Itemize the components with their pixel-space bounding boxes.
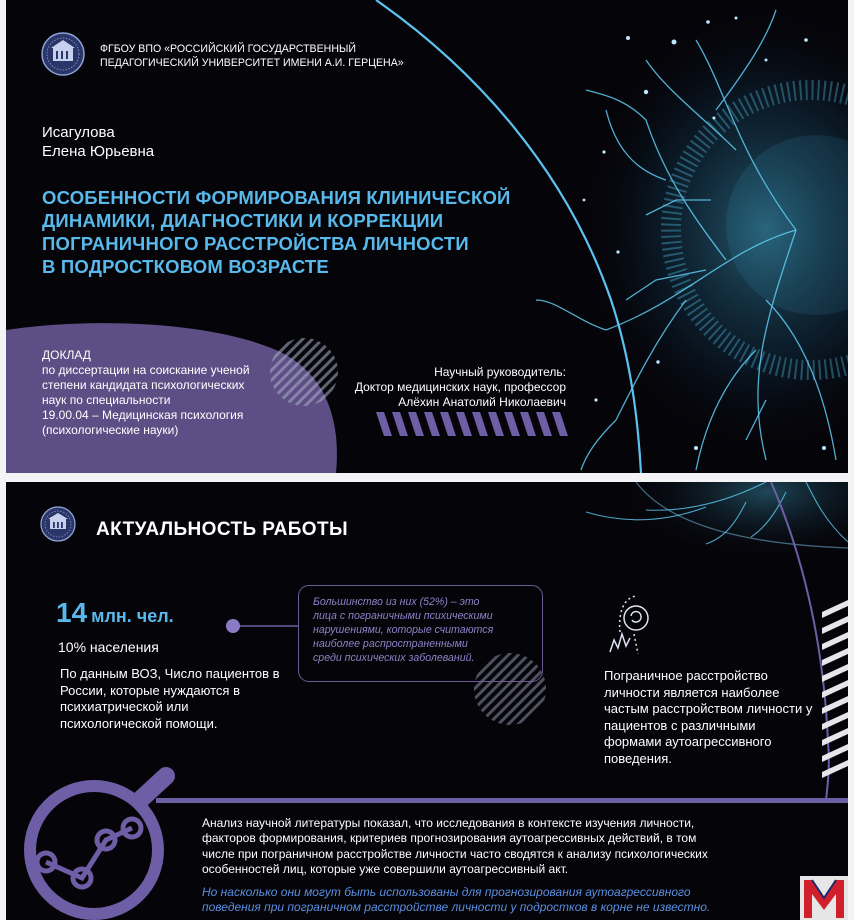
university-emblem-icon — [42, 33, 84, 75]
stat-unit: млн. чел. — [91, 606, 174, 626]
university-name-line-1: ФГБОУ ВПО «РОССИЙСКИЙ ГОСУДАРСТВЕННЫЙ — [100, 43, 356, 55]
stripe-pattern-icon — [822, 600, 848, 778]
stat-percent: 10% населения — [58, 639, 159, 655]
advisor-line: Доктор медицинских наук, профессор — [354, 380, 566, 394]
analysis-line: числе при пограничном расстройстве личности часто сводятся к анализу психологических — [202, 846, 708, 861]
advisor-line: Алёхин Анатолий Николаевич — [398, 395, 566, 409]
report-line: 19.00.04 – Медицинская психология — [42, 408, 244, 422]
m-logo-icon — [800, 876, 848, 920]
author-given-names: Елена Юрьевна — [42, 143, 155, 160]
title-slide — [6, 0, 848, 473]
report-line: ДОКЛАД — [42, 348, 91, 362]
hatched-circle-icon — [270, 338, 338, 406]
quote-line: Большинство из них (52%) – это — [313, 596, 480, 608]
thesis-title — [42, 186, 522, 278]
stat-number: 14 — [56, 597, 88, 628]
university-emblem-icon — [41, 507, 75, 541]
head-brain-icon — [610, 596, 648, 654]
relevance-slide — [6, 482, 848, 920]
quote-line: среди психических заболеваний. — [313, 652, 475, 664]
purple-band — [156, 798, 848, 803]
author-surname: Исагулова — [42, 124, 115, 141]
report-line: степени кандидата психологических — [42, 378, 245, 392]
slide-title: АКТУАЛЬНОСТЬ РАБОТЫ — [96, 519, 348, 540]
quote-line: лица с пограничными психическими — [313, 610, 493, 622]
quote-line: наиболее распространенными — [313, 638, 468, 650]
report-info — [42, 348, 272, 438]
report-line: наук по специальности — [42, 393, 171, 407]
thesis-title-line: ОСОБЕННОСТИ ФОРМИРОВАНИЯ КЛИНИЧЕСКОЙ — [42, 187, 511, 208]
conclusion-text — [202, 885, 822, 916]
stripe-pattern-icon — [376, 412, 568, 436]
neuron-image — [586, 482, 848, 562]
conclusion-line: Но насколько они могут быть использованы для прогнозирования аутоагрессивного — [202, 885, 691, 899]
magnifier-chart-icon — [30, 776, 166, 914]
analysis-text — [202, 816, 822, 877]
thesis-title-line: ДИНАМИКИ, ДИАГНОСТИКИ И КОРРЕКЦИИ — [42, 210, 444, 231]
university-name — [100, 42, 430, 70]
report-line: (психологические науки) — [42, 423, 179, 437]
author-name — [42, 123, 154, 161]
report-line: по диссертации на соискание ученой — [42, 363, 250, 377]
analysis-line: Анализ научной литературы показал, что исследования в контексте изучения личности, — [202, 816, 695, 830]
stat-headline — [56, 597, 174, 629]
university-name-line-2: ПЕДАГОГИЧЕСКИЙ УНИВЕРСИТЕТ ИМЕНИ А.И. ГЕРЦЕНА» — [100, 57, 404, 69]
connector-dot — [226, 619, 240, 633]
conclusion-line: поведения при пограничном расстройстве личности у подростков в корне не известно. — [202, 900, 711, 915]
stat-description: По данным ВОЗ, Число пациентов в России, которые нуждаются в психиатрической или психологической помощи. — [60, 666, 280, 731]
quote-line: нарушениями, которые считаются — [313, 624, 494, 636]
analysis-line: факторов формирования, критериев прогнозирования аутоагрессивных действий, в том — [202, 831, 697, 846]
borderline-disorder-text: Пограничное расстройство личности является наиболее частым расстройством личности у пациентов с различными формами аутоагрессивного поведения. — [604, 668, 813, 766]
thesis-title-line: В ПОДРОСТКОВОМ ВОЗРАСТЕ — [42, 256, 329, 277]
quote-box — [298, 585, 543, 682]
advisor-line: Научный руководитель: — [434, 365, 566, 379]
thesis-title-line: ПОГРАНИЧНОГО РАССТРОЙСТВА ЛИЧНОСТИ — [42, 233, 469, 254]
analysis-line: особенностей лиц, которые уже совершили аутоагрессивный акт. — [202, 861, 569, 876]
scientific-advisor — [336, 365, 566, 410]
